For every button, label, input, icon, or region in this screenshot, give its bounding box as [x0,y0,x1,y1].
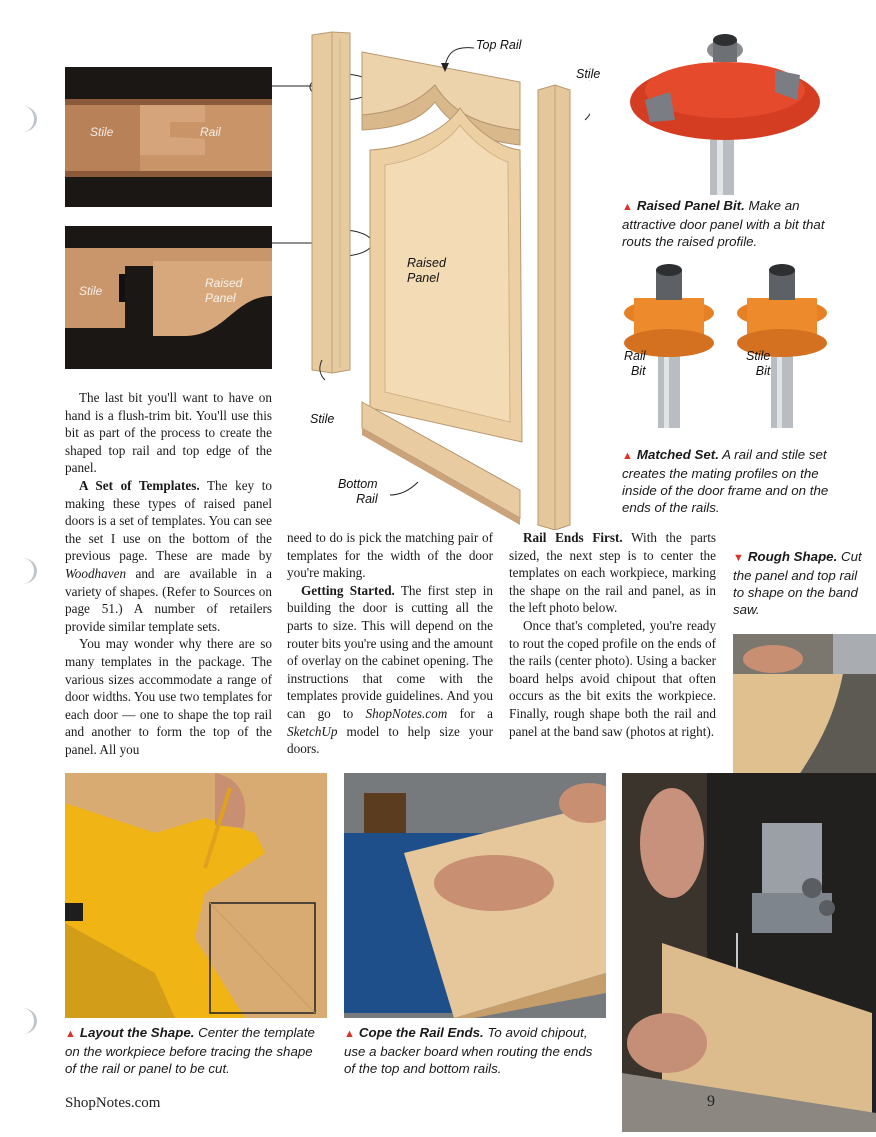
triangle-down-icon: ▼ [733,552,744,564]
page-number-text: 9 [707,1093,715,1110]
rail-bit-label: Rail Bit [624,349,646,378]
triangle-up-icon: ▲ [622,450,633,462]
body-column-2 [287,529,493,758]
inset-photo-stile-panel [65,226,272,369]
door-exploded-diagram [270,30,601,530]
col1-paragraph-2: A Set of Templates. The key to making these types of raised panel doors is a set of templates. You can see the set I use on the bottom of the previous page. These are made by Woodhaven and are available in a variety of shapes. (Refer to Sources on page 51.) A number of retailers provide similar template sets. [65,477,272,634]
body-column-3 [509,529,716,740]
stile-bit-label: Stile Bit [746,349,771,378]
col2-paragraph-1: need to do is pick the matching pair of templates for the width of the door you're making. [287,530,493,581]
raised-panel-bit-photo [625,30,837,195]
caption-raised-panel-bit: ▲ Raised Panel Bit. Make an attractive door panel with a bit that routs the raised profile. [622,198,825,249]
col2-paragraph-2: Getting Started. The first step in building the door is cutting all the parts to size. This will depend on the router bits you're using and the amount of overlay on the cabinet opening. The instructions that come with the templates provide guidelines. And you can go to ShopNotes.com for a SketchUp model to help size your doors. [287,582,494,757]
col1-paragraph-3: You may wonder why there are so many templates in the package. The various sizes accommodate a range of door widths. You use two templates for each door — one to shape the top rail and another to form the top of the panel. All you [65,636,272,757]
inset2-stile-label: Stile [79,284,103,298]
col3-paragraph-1: Rail Ends First. With the parts sized, the next step is to center the templates on each workpiece, marking the shape on the rail and panel, as in the left photo below. [509,530,716,616]
binder-hole-middle [8,558,37,584]
inset1-rail-label: Rail [200,125,221,139]
matched-set-bits-photo [616,258,836,433]
footer-site: ShopNotes.com [65,1095,161,1111]
triangle-up-icon: ▲ [65,1028,76,1040]
binder-hole-bottom [8,1008,37,1034]
inset-photo-stile-rail [65,67,272,207]
inset2-panel-label: Raised Panel [205,276,243,305]
stile-label-right: Stile [576,67,601,81]
cope-rail-ends-photo [344,773,606,1018]
caption-cope-rail-ends: ▲ Cope the Rail Ends. To avoid chipout, use a backer board when routing the ends of the top and bottom rails. [344,1025,593,1076]
col1-paragraph-1: The last bit you'll want to have on hand is a flush-trim bit. You'll use this bit as part of the process to create the shaped top rail and top edge of the panel. [65,390,272,476]
band-saw-photo [622,773,876,1132]
triangle-up-icon: ▲ [622,201,633,213]
binder-hole-top [8,106,37,132]
raised-panel-label: Raised Panel [407,256,446,285]
top-rail-label: Top Rail [476,38,522,52]
bottom-rail-label: Bottom Rail [338,477,378,506]
layout-shape-photo [65,773,327,1018]
caption-layout-shape: ▲ Layout the Shape. Center the template on the workpiece before tracing the shape of the rail or panel to be cut. [65,1025,315,1076]
inset1-stile-label: Stile [90,125,114,139]
col3-paragraph-2: Once that's completed, you're ready to rout the coped profile on the ends of the rails (center photo). Using a backer board helps avoid chipout that often occurs as the bit exits the workpiece. Finally, rough shape both the rail and panel at the band saw (photos at right). [509,617,716,739]
caption-rough-shape: ▼ Rough Shape. Cut the panel and top rail to shape on the band saw. [733,549,862,617]
body-column-1 [65,389,272,758]
triangle-up-icon: ▲ [344,1028,355,1040]
caption-matched-set: ▲ Matched Set. A rail and stile set creates the mating profiles on the inside of the door frame and on the ends of the rails. [622,447,829,515]
stile-label-left: Stile [310,412,335,426]
